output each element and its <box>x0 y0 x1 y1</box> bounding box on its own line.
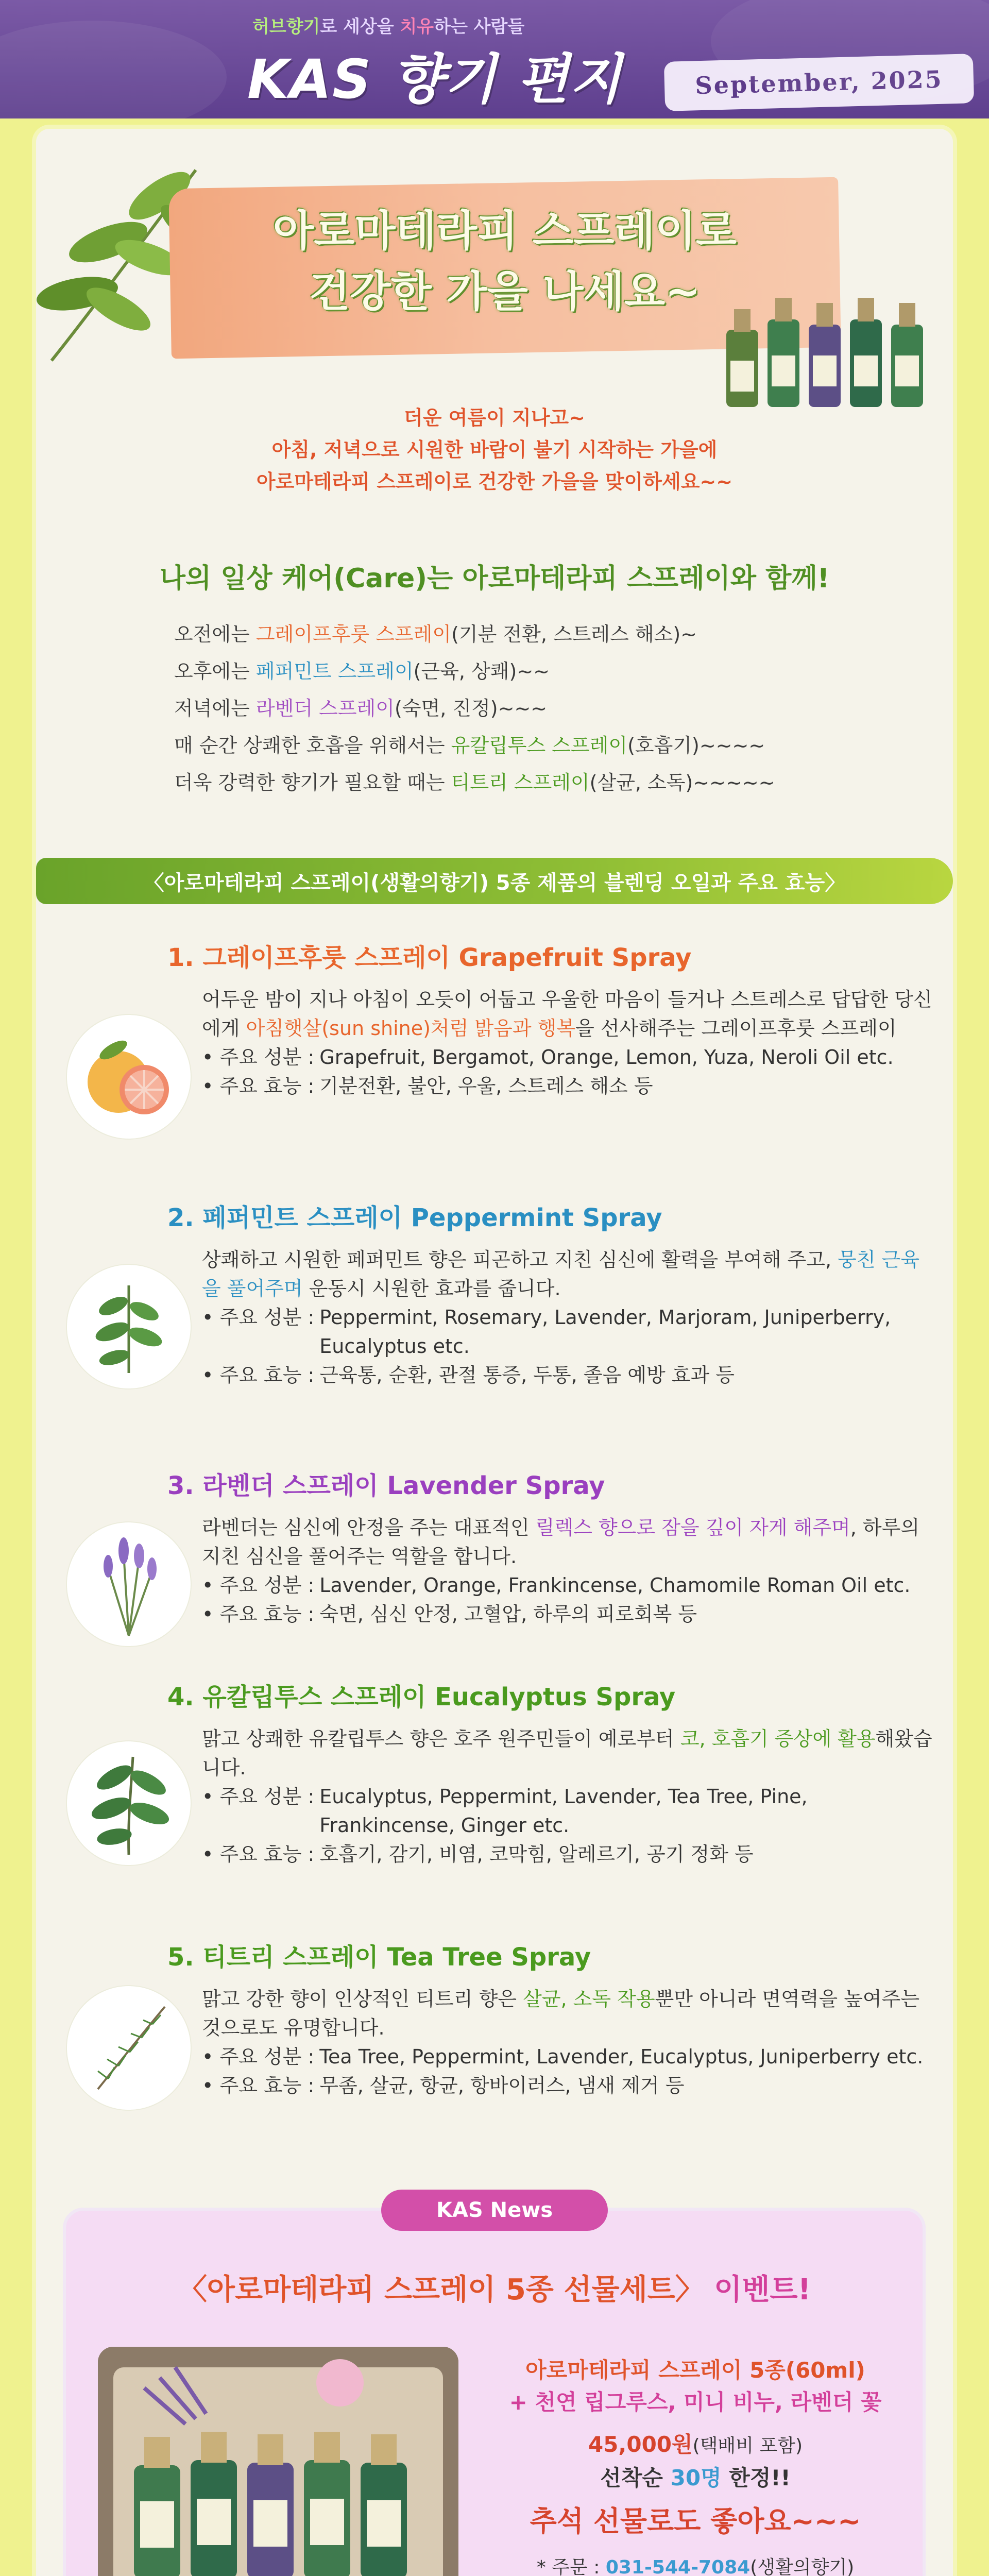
care-item: 저녁에는 라벤더 스프레이(숙면, 진정)~~~ <box>174 697 548 720</box>
section-band: 〈아로마테라피 스프레이(생활의향기) 5종 제품의 블렌딩 오일과 주요 효능〉 <box>36 858 953 904</box>
product-description: 라벤더는 심신에 안정을 주는 대표적인 릴렉스 향으로 잠을 깊이 자게 해주며, 하루의 지친 심신을 풀어주는 역할을 합니다. • 주요 성분 : Lavender, Orange, Frankincense, Chamomile Roman Oil etc. • 주요 효능 : 숙면, 심신 안정, 고혈압, 하루의 피로회복 등 <box>202 1513 933 1629</box>
gift-set-extras: + 천연 립그루스, 미니 비누, 라벤더 꽃 <box>509 2389 882 2415</box>
news-event-title: 〈아로마테라피 스프레이 5종 선물세트〉 이벤트! <box>178 2273 811 2307</box>
product-description: 맑고 강한 향이 인상적인 티트리 향은 살균, 소독 작용뿐만 아니라 면역력을 높여주는 것으로도 유명합니다. • 주요 성분 : Tea Tree, Peppermint, Lavender, Eucalyptus, Juniperberry etc. • 주요 효능 : 무좀, 살균, 항균, 항바이러스, 냄새 제거 등 <box>202 1985 933 2100</box>
care-item: 더욱 강력한 향기가 필요할 때는 티트리 스프레이(살균, 소독)~~~~~ <box>174 771 775 794</box>
product-title: 3. 라벤더 스프레이 Lavender Spray <box>167 1471 605 1500</box>
product-title: 1. 그레이프후룻 스프레이 Grapefruit Spray <box>167 943 692 972</box>
daily-care-title: 나의 일상 케어(Care)는 아로마테라피 스프레이와 함께! <box>159 563 830 594</box>
product-title: 5. 티트리 스프레이 Tea Tree Spray <box>167 1943 591 1972</box>
care-item: 오전에는 그레이프후룻 스프레이(기분 전환, 스트레스 해소)~ <box>174 623 697 646</box>
effects-row: • 주요 효능 : 무좀, 살균, 항균, 항바이러스, 냄새 제거 등 <box>202 2074 685 2097</box>
effects-row: • 주요 효능 : 근육통, 순환, 관절 통증, 두통, 졸음 예방 효과 등 <box>202 1364 735 1386</box>
hero-title-line1: 아로마테라피 스프레이로 <box>273 207 737 256</box>
daily-care-list <box>174 616 775 801</box>
gift-set-contents: 아로마테라피 스프레이 5종(60ml) <box>525 2358 865 2383</box>
hero-title-line2: 건강한 가을 나세요~ <box>309 267 701 316</box>
newsletter-header <box>0 0 989 118</box>
header-tagline <box>252 12 524 38</box>
peppermint-icon <box>67 1265 191 1388</box>
intro-line: 더운 여름이 지나고~ <box>404 406 585 429</box>
description-highlight: 뭉친 근육을 풀어주며 <box>202 1248 920 1300</box>
care-highlight: 페퍼민트 스프레이 <box>255 660 414 683</box>
effects-row: • 주요 효능 : 기분전환, 불안, 우울, 스트레스 해소 등 <box>202 1075 653 1097</box>
gift-set-limit: 선착순 30명 한정!! <box>600 2465 791 2490</box>
product-description: 상쾌하고 시원한 페퍼민트 향은 피곤하고 지친 심신에 활력을 부여해 주고, 뭉친 근육을 풀어주며 운동시 시원한 효과를 줍니다. • 주요 성분 : Peppermint, Rosemary, Lavender, Marjoram, Juniperberry, Eucalyptus etc. • 주요 효능 : 근육통, 순환, 관절 통증, 두통, 졸음 예방 효과 등 <box>202 1245 933 1389</box>
ingredients-row: • 주요 성분 : Grapefruit, Bergamot, Orange, Lemon, Yuza, Neroli Oil etc. <box>202 1046 894 1069</box>
care-item: 매 순간 상쾌한 호흡을 위해서는 유칼립투스 스프레이(호흡기)~~~~ <box>174 734 765 757</box>
ingredients-row: • 주요 성분 : Peppermint, Rosemary, Lavender, Marjoram, Juniperberry, Eucalyptus etc. <box>202 1306 891 1358</box>
description-highlight: 아침햇살(sun shine)처럼 밝음과 행복 <box>246 1017 576 1040</box>
care-item: 오후에는 페퍼민트 스프레이(근육, 상쾌)~~ <box>174 660 550 683</box>
tagline-heal: 치유 <box>400 16 434 37</box>
tagline-herb: 허브향기 <box>252 16 320 37</box>
gift-set-details <box>469 2354 922 2576</box>
care-highlight: 그레이프후룻 스프레이 <box>255 623 452 646</box>
grapefruit-icon <box>67 1015 191 1139</box>
tagline-mid: 로 세상을 <box>320 16 400 37</box>
description-highlight: 코, 호흡기 증상에 활용 <box>680 1727 876 1750</box>
intro-text <box>0 402 989 498</box>
eucalyptus-icon <box>67 1741 191 1865</box>
product-title: 2. 페퍼민트 스프레이 Peppermint Spray <box>167 1204 662 1232</box>
ingredients-row: • 주요 성분 : Tea Tree, Peppermint, Lavender, Eucalyptus, Juniperberry etc. <box>202 2045 924 2068</box>
care-highlight: 유칼립투스 스프레이 <box>451 734 628 757</box>
tagline-end: 하는 사람들 <box>434 16 525 37</box>
product-title: 4. 유칼립투스 스프레이 Eucalyptus Spray <box>167 1683 676 1711</box>
gift-set-photo <box>98 2347 458 2576</box>
intro-line: 아침, 저녁으로 시원한 바람이 불기 시작하는 가을에 <box>271 438 718 461</box>
gift-set-slogan: 추석 선물로도 좋아요~~~ <box>530 2505 861 2537</box>
care-highlight: 라벤더 스프레이 <box>255 697 395 720</box>
masthead-title: KAS 향기 편지 <box>247 48 623 111</box>
lavender-icon <box>67 1522 191 1646</box>
tea-tree-icon <box>67 1986 191 2110</box>
intro-line: 아로마테라피 스프레이로 건강한 가을을 맞이하세요~~ <box>256 470 733 493</box>
gift-set-price: 45,000원(택배비 포함) <box>588 2432 803 2457</box>
order-contact: * 주문 : 031-544-7084(생활의향기) <box>469 2552 922 2576</box>
kas-news-pill: KAS News <box>381 2190 608 2231</box>
product-description: 어두운 밤이 지나 아침이 오듯이 어둡고 우울한 마음이 들거나 스트레스로 답답한 당신에게 아침햇살(sun shine)처럼 밝음과 행복을 선사해주는 그레이프후룻 스프레이 • 주요 성분 : Grapefruit, Bergamot, Orange, Lemon, Yuza, Neroli Oil etc. • 주요 효능 : 기분전환, 불안, 우울, 스트레스 해소 등 <box>202 985 933 1100</box>
effects-row: • 주요 효능 : 숙면, 심신 안정, 고혈압, 하루의 피로회복 등 <box>202 1603 697 1625</box>
issue-date-badge: September, 2025 <box>664 54 974 111</box>
order-phone-link[interactable]: 031-544-7084 <box>605 2557 751 2576</box>
product-description: 맑고 상쾌한 유칼립투스 향은 호주 원주민들이 예로부터 코, 호흡기 증상에 활용해왔습니다. • 주요 성분 : Eucalyptus, Peppermint, Lavender, Tea Tree, Pine, Frankincense, Ginger etc. • 주요 효능 : 호흡기, 감기, 비염, 코막힘, 알레르기, 공기 정화 등 <box>202 1724 933 1869</box>
event-label: 이벤트! <box>714 2273 811 2307</box>
description-highlight: 살균, 소독 작용 <box>523 1988 655 2010</box>
care-highlight: 티트리 스프레이 <box>451 771 590 794</box>
description-highlight: 릴렉스 향으로 잠을 깊이 자게 해주며 <box>535 1516 850 1539</box>
ingredients-row: • 주요 성분 : Eucalyptus, Peppermint, Lavender, Tea Tree, Pine, Frankincense, Ginger etc. <box>202 1785 808 1837</box>
ingredients-row: • 주요 성분 : Lavender, Orange, Frankincense, Chamomile Roman Oil etc. <box>202 1574 911 1597</box>
effects-row: • 주요 효능 : 호흡기, 감기, 비염, 코막힘, 알레르기, 공기 정화 등 <box>202 1843 754 1866</box>
